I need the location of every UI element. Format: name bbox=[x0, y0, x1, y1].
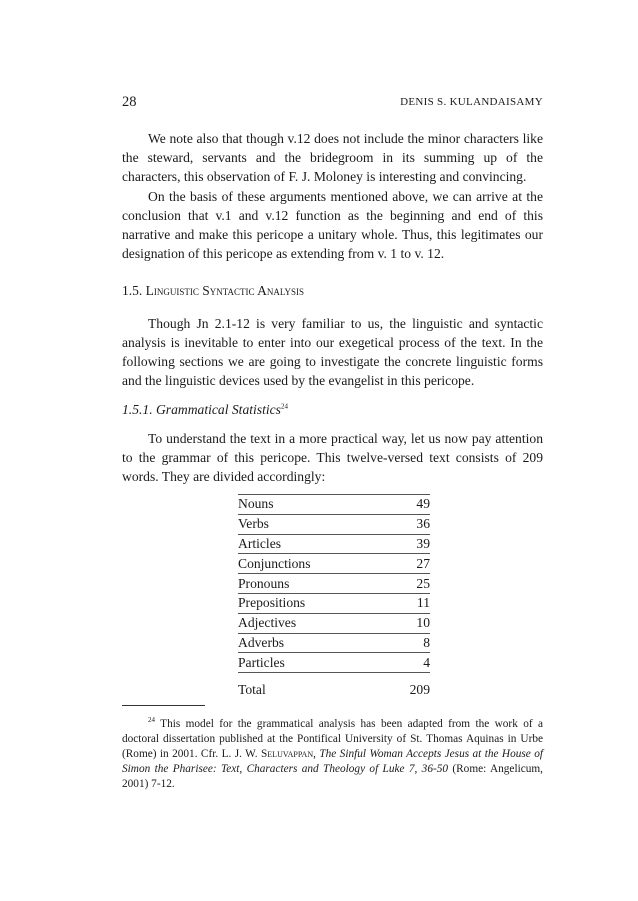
table-row bbox=[238, 514, 430, 534]
subsection-heading bbox=[122, 402, 288, 418]
paragraph-linguistic: Though Jn 2.1-12 is very familiar to us, the linguistic and syntactic analysis is inevitable to enter into our exegetical process of the text. In the following sections we are going to investigate the concrete linguistic forms and the linguistic devices used by the evangelist in this pericope. bbox=[122, 316, 543, 388]
table-row bbox=[238, 534, 430, 554]
row-label: Articles bbox=[238, 534, 388, 554]
table-total-row bbox=[238, 673, 430, 702]
paragraph-conclusion: On the basis of these arguments mentioned above, we can arrive at the conclusion that v.1 and v.12 function as the beginning and end of this narrative and make this pericope a unitary whole. Thus, this legitimates our designation of this pericope as extending from v. 1 to v. 12. bbox=[122, 189, 543, 261]
total-value: 209 bbox=[409, 682, 430, 698]
row-value: 27 bbox=[388, 554, 430, 574]
row-value: 39 bbox=[388, 534, 430, 554]
page-number: 28 bbox=[122, 94, 137, 110]
row-label: Verbs bbox=[238, 514, 388, 534]
section-heading bbox=[122, 283, 304, 299]
page-header bbox=[122, 94, 543, 112]
footnote bbox=[122, 713, 543, 792]
row-label: Pronouns bbox=[238, 574, 388, 594]
table-row bbox=[238, 574, 430, 594]
footnote-author: Seluvappan bbox=[261, 747, 314, 760]
paragraph-moloney: We note also that though v.12 does not include the minor characters like the steward, servants and the bridegroom in its summing up of the characters, this observation of F. J. Moloney is interesting and convincing. bbox=[122, 131, 543, 184]
row-label: Particles bbox=[238, 653, 388, 673]
table-row bbox=[238, 633, 430, 653]
table-row bbox=[238, 613, 430, 633]
footnote-text-start: This model for the grammatical analysis has been adapted from the work of a doctoral dissertation published at the Pontifical University of St. Thomas Aquinas in Urbe (Rome) in 2001. Cfr. L. J. W. bbox=[122, 717, 543, 760]
subsection-title: 1.5.1. Grammatical Statistics bbox=[122, 402, 281, 417]
row-value: 10 bbox=[388, 613, 430, 633]
row-label: Conjunctions bbox=[238, 554, 388, 574]
section-number: 1.5. bbox=[122, 283, 143, 298]
row-label: Adverbs bbox=[238, 633, 388, 653]
footnote-reference: 24 bbox=[280, 402, 288, 411]
section-title: Linguistic Syntactic Analysis bbox=[145, 283, 305, 298]
footnote-number: 24 bbox=[148, 716, 155, 724]
running-head: DENIS S. KULANDAISAMY bbox=[400, 96, 543, 108]
row-value: 49 bbox=[388, 495, 430, 515]
table-row bbox=[238, 653, 430, 673]
footnote-separator: , bbox=[313, 747, 320, 760]
table-row bbox=[238, 593, 430, 613]
row-label: Prepositions bbox=[238, 593, 388, 613]
row-label: Nouns bbox=[238, 495, 388, 515]
table-row bbox=[238, 495, 430, 515]
paragraph-grammar: To understand the text in a more practical way, let us now pay attention to the grammar of this pericope. This twelve-versed text consists of 209 words. They are divided accordingly: bbox=[122, 431, 543, 484]
row-value: 4 bbox=[388, 653, 430, 673]
row-value: 25 bbox=[388, 574, 430, 594]
row-value: 36 bbox=[388, 514, 430, 534]
row-value: 11 bbox=[388, 593, 430, 613]
total-label: Total bbox=[238, 682, 266, 698]
footnote-divider bbox=[122, 705, 205, 706]
grammar-stats-table bbox=[238, 494, 430, 701]
footnote-book-title: The Sinful Woman Accepts Jesus at the House of Simon the Pharisee: Text, Characters and Theology of Luke 7, 36-50 bbox=[122, 747, 543, 775]
table-row bbox=[238, 554, 430, 574]
footnote-text-end: (Rome: Angelicum, 2001) 7-12. bbox=[122, 762, 543, 790]
row-value: 8 bbox=[388, 633, 430, 653]
row-label: Adjectives bbox=[238, 613, 388, 633]
